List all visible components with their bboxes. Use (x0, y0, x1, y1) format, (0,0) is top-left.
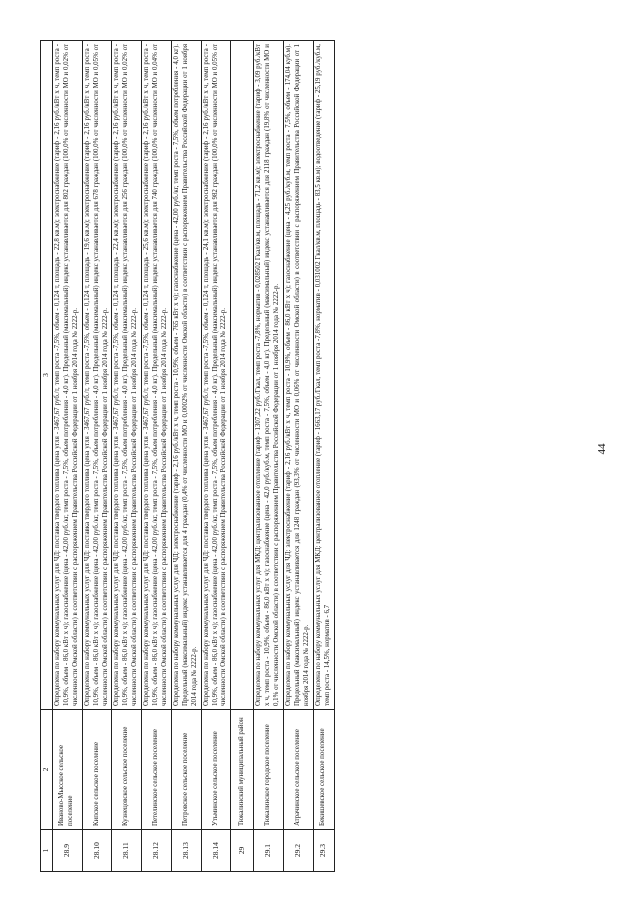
table-row (201, 41, 231, 872)
row-number: 28.10 (82, 830, 112, 872)
row-number: 29.1 (254, 830, 284, 872)
table-row (284, 41, 314, 872)
district-number: 29 (231, 830, 254, 872)
district-name: Тюкалинский муниципальный район (231, 710, 254, 830)
municipality-name: Ивановo-Мысское сельское поселение (53, 710, 83, 830)
row-number: 28.11 (112, 830, 142, 872)
index-table (40, 40, 335, 872)
row-description: Определена по набору коммунальных услуг для ЧД: электроснабжение (тариф - 2,16 руб./кВт х ч, темп роста - 10,9%, объем - 86,0 кВт х ч); газоснабжение (цена - 4,25 руб./куб.м, темп роста - 7,5%, объем - 174,04 куб.м). Предельный (максимальный) индекс устанавливается для 1248 граждан (93,3% от численности МО и 0,06% от численности Омской области) в соответствии с распоряжением Правительства Российской Федерации от 1 ноября 2014 года № 2222-р. (284, 41, 314, 710)
table-row (53, 41, 83, 872)
district-empty-cell (231, 41, 254, 710)
row-description: Определена по набору коммунальных услуг для МКД: централизованное отопление (тариф - 1663,17 руб./Гкал, темп роста -7,8%, норматив - 0,031002 Гкал/кв.м, площадь - 83,5 кв.м); водоотведение (тариф - 25,19 руб./куб.м, темп роста - 14,5%, норматив - 6,7 (313, 41, 334, 710)
column-header-1: 1 (41, 830, 53, 872)
municipality-name: Петелинское сельское поселение (142, 710, 172, 830)
table-row (112, 41, 142, 872)
municipality-name: Утьминское сельское поселение (201, 710, 231, 830)
column-header-2: 2 (41, 710, 53, 830)
rotated-table-container (40, 40, 565, 872)
table-row (313, 41, 334, 872)
municipality-name: Атрачинское сельское поселение (284, 710, 314, 830)
row-description: Определена по набору коммунальных услуг для ЧД: поставка твердого топлива (цена угля - 3467,67 руб./т, темп роста -7,5%, объем - 0,124 т, площадь - 25,6 кв.м); электроснабжение (тариф - 2,16 руб./кВт х ч, темп роста - 10,9%, объем - 86,0 кВт х ч); газоснабжение (цена - 42,00 руб./кг, темп роста - 7,5%, объем потребления - 4,0 кг). Предельный (максимальный) индекс устанавливается для 740 граждан (100,0% от численности МО и 0,04% от численности Омской области) в соответствии с распоряжением Правительства Российской Федерации от 1 ноября 2014 года № 2222-р. (142, 41, 172, 710)
column-header-3: 3 (41, 41, 53, 710)
row-description: Определена по набору коммунальных услуг для ЧД: поставка твердого топлива (цена угля - 3467,67 руб./т, темп роста -7,5%, объем - 0,124 т, площадь - 19,6 кв.м); электроснабжение (тариф - 2,16 руб./кВт х ч, темп роста - 10,9%, объем - 86,0 кВт х ч); газоснабжение (цена - 42,00 руб./кг, темп роста - 7,5%, объем потребления - 4,0 кг). Предельный (максимальный) индекс устанавливается для 678 граждан (100,0% от численности МО и 0,05% от численности Омской области) в соответствии с распоряжением Правительства Российской Федерации от 1 ноября 2014 года № 2222-р. (82, 41, 112, 710)
table-row (142, 41, 172, 872)
row-number: 29.3 (313, 830, 334, 872)
row-description: Определена по набору коммунальных услуг для ЧД: электроснабжение (тариф - 2,16 руб./кВт х ч, темп роста - 10,9%, объем - 765 кВт х ч); газоснабжение (цена - 42,00 руб./кг, темп роста - 7,5%, объем потребления - 4,0 кг). Предельный (максимальный) индекс устанавливается для 4 граждан (0,4% от численности МО и 0,0002% от численности Омской области) в соответствии с распоряжением Правительства Российской Федерации от 1 ноября 2014 года № 2222-р. (171, 41, 201, 710)
row-number: 29.2 (284, 830, 314, 872)
row-number: 28.9 (53, 830, 83, 872)
table-row (82, 41, 112, 872)
municipality-name: Петровское сельское поселение (171, 710, 201, 830)
page-number: 44 (596, 443, 608, 455)
row-number: 28.12 (142, 830, 172, 872)
row-number: 28.13 (171, 830, 201, 872)
district-row (231, 41, 254, 872)
header-row (41, 41, 53, 872)
municipality-name: Кипское сельское поселение (82, 710, 112, 830)
municipality-name: Тюкалинское городское поселение (254, 710, 284, 830)
row-description: Определена по набору коммунальных услуг для ЧД: поставка твердого топлива (цена угля - 3467,67 руб./т, темп роста -7,5%, объем - 0,124 т, площадь - 22,8 кв.м); электроснабжение (тариф - 2,16 руб./кВт х ч, темп роста - 10,9%, объем - 86,0 кВт х ч); газоснабжение (цена - 42,00 руб./кг, темп роста - 7,5%, объем потребления - 4,0 кг). Предельный (максимальный) индекс устанавливается для 802 граждан (100,0% от численности МО и 0,02% от численности Омской области) в соответствии с распоряжением Правительства Российской Федерации от 1 ноября 2014 года № 2222-р. (53, 41, 83, 710)
row-description: Определена по набору коммунальных услуг для ЧД: поставка твердого топлива (цена угля - 3467,67 руб./т, темп роста -7,5%, объем - 0,124 т, площадь - 22,4 кв.м); электроснабжение (тариф - 2,16 руб./кВт х ч, темп роста - 10,9%, объем - 86,0 кВт х ч); газоснабжение (цена - 42,00 руб./кг, темп роста - 7,5%, объем потребления - 4,0 кг). Предельный (максимальный) индекс устанавливается для 256 граждан (100,0% от численности МО и 0,02% от численности Омской области) в соответствии с распоряжением Правительства Российской Федерации от 1 ноября 2014 года № 2222-р. (112, 41, 142, 710)
table-row (171, 41, 201, 872)
row-number: 28.14 (201, 830, 231, 872)
row-description: Определена по набору коммунальных услуг для ЧД: поставка твердого топлива (цена угля - 3467,67 руб./т, темп роста -7,5%, объем - 0,124 т, площадь - 24,1 кв.м); электроснабжение (тариф - 2,16 руб./кВт х ч, темп роста - 10,9%, объем - 86,0 кВт х ч); газоснабжение (цена - 42,00 руб./кг, темп роста - 7,5%, объем потребления - 4,0 кг). Предельный (максимальный) индекс устанавливается для 982 граждан (100,0% от численности МО и 0,05% от численности Омской области) в соответствии с распоряжением Правительства Российской Федерации от 1 ноября 2014 года № 2222-р. (201, 41, 231, 710)
row-description: Определена по набору коммунальных услуг для МКД: централизованное отопление (тариф - 1307,22 руб./Гкал, темп роста -7,8%, норматив - 0,028502 Гкал/кв.м, площадь - 71,2 кв.м); электроснабжение (тариф - 3,09 руб./кВт х ч, темп роста - 10,9%, объем - 86,0 кВт х ч); газоснабжение (цена - 42,0 руб./куб.м, темп роста - 7,5%, объем - 4,0 кг). Предельный (максимальный) индекс устанавливается для 2118 граждан (19,8% от численности МО и 0,1% от численности Омской области) в соответствии с распоряжением Правительства Российской Федерации от 1 ноября 2014 года № 2222-р. (254, 41, 284, 710)
municipality-name: Бекишевское сельское поселение (313, 710, 334, 830)
municipality-name: Кузнецовское сельское поселение (112, 710, 142, 830)
table-row (254, 41, 284, 872)
